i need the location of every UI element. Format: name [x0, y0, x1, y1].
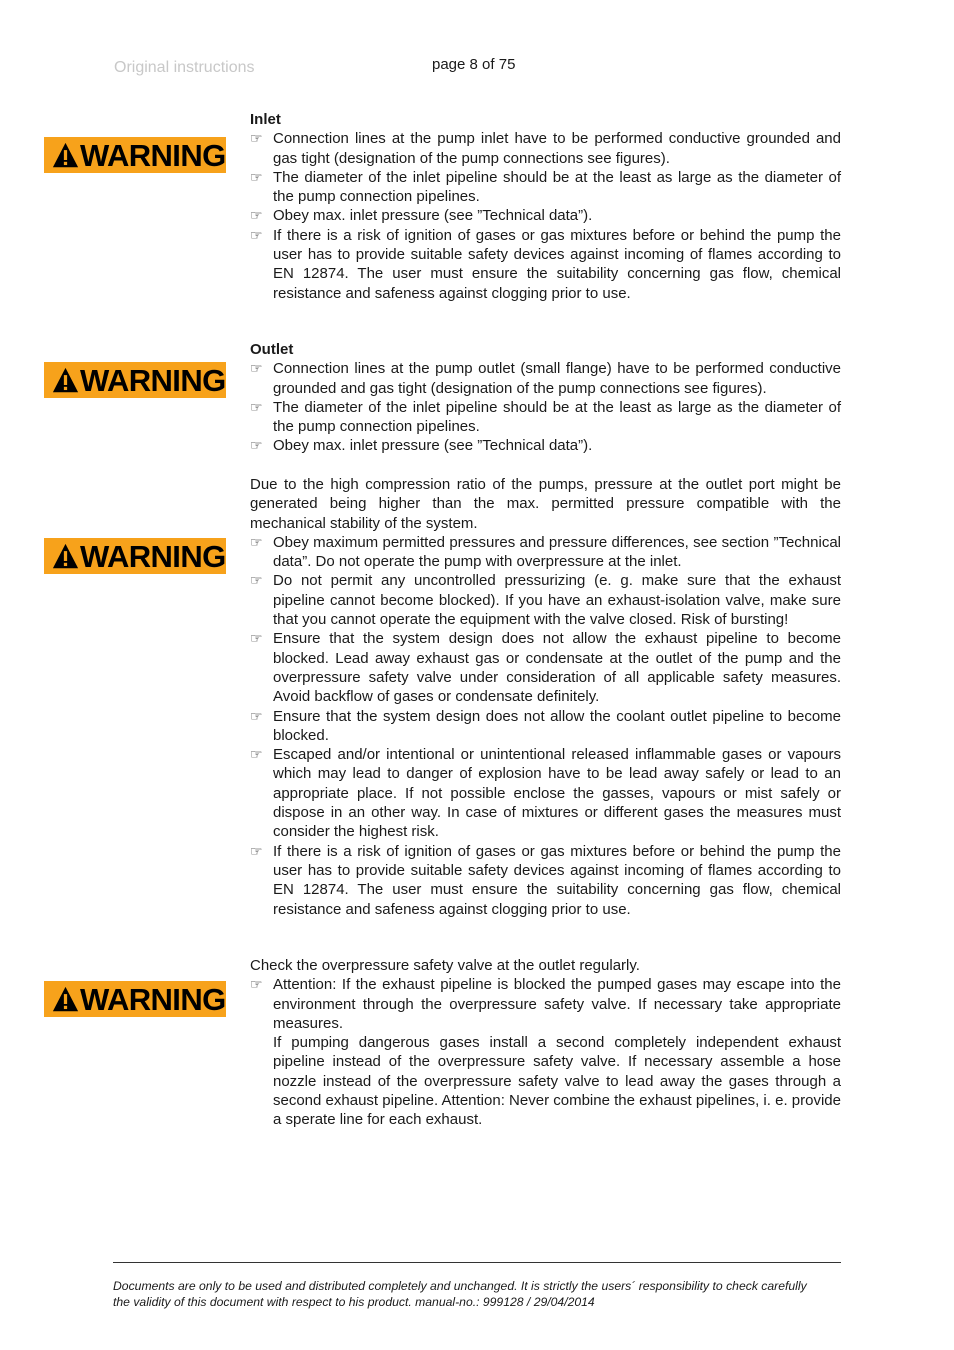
warning-text: WARNING	[80, 981, 226, 1017]
warning-text: WARNING	[80, 137, 226, 173]
list-item: ☞ Attention: If the exhaust pipeline is blocked the pumped gases may escape into the environment through the overpressure safety valve. If necessary take appropriate measures.	[250, 976, 841, 1032]
warning-text: WARNING	[80, 362, 226, 398]
pressure-section	[250, 475, 841, 919]
footer-divider	[113, 1262, 841, 1263]
list-item: ☞ Connection lines at the pump outlet (small flange) have to be performed conductive grounded and gas tight (designation of the pump connections see figures).	[250, 360, 841, 397]
valve-section	[250, 956, 841, 1130]
pointing-hand-icon: ☞	[250, 398, 263, 415]
pressure-list	[250, 533, 841, 919]
header-document-type: Original instructions	[114, 59, 255, 76]
footer-line-2: the validity of this document with respect to his product. manual-no.: 999128 / 29/04/2014	[113, 1295, 595, 1309]
list-item: ☞ Obey max. inlet pressure (see ”Technical data”).	[250, 437, 593, 455]
footer-disclaimer	[113, 1278, 853, 1310]
pointing-hand-icon: ☞	[250, 842, 263, 859]
pressure-intro: Due to the high compression ratio of the pumps, pressure at the outlet port might be generated being higher than the max. permitted pressure compatible with the mechanical stability of the system.	[250, 476, 841, 532]
outlet-list	[250, 359, 841, 455]
list-item: ☞ If there is a risk of ignition of gases or gas mixtures before or behind the pump the user has to provide suitable safety devices against incoming of flames according to EN 12874. The user must ensure the suitability concerning gas flow, chemical resistance and safeness against clogging prior to use.	[250, 842, 841, 918]
pointing-hand-icon: ☞	[250, 360, 263, 377]
list-item: ☞ The diameter of the inlet pipeline should be at the least as large as the diameter of the pump connection pipelines.	[250, 168, 841, 206]
valve-intro: Check the overpressure safety valve at the outlet regularly.	[250, 957, 640, 974]
warning-label	[44, 981, 226, 1017]
inlet-list	[250, 129, 841, 303]
pointing-hand-icon: ☞	[250, 437, 263, 454]
warning-triangle-icon	[52, 142, 79, 169]
pointing-hand-icon: ☞	[250, 630, 263, 647]
outlet-section	[250, 340, 841, 456]
list-item: ☞ Do not permit any uncontrolled pressurizing (e. g. make sure that the exhaust pipeline cannot become blocked). If you have an exhaust-isolation valve, make sure that you cannot operate the equipment with the valve closed. Risk of bursting!	[250, 572, 841, 629]
pointing-hand-icon: ☞	[250, 746, 263, 763]
list-item: ☞ The diameter of the inlet pipeline should be at the least as large as the diameter of the pump connection pipelines.	[250, 398, 841, 436]
list-item: ☞ Connection lines at the pump inlet have to be performed conductive grounded and gas tight (designation of the pump connections see figures).	[250, 130, 841, 167]
pointing-hand-icon: ☞	[250, 207, 263, 224]
page-number: page 8 of 75	[432, 56, 516, 73]
pointing-hand-icon: ☞	[250, 707, 263, 724]
pointing-hand-icon: ☞	[250, 130, 263, 147]
warning-label	[44, 137, 226, 173]
section-title-outlet: Outlet	[250, 341, 294, 358]
warning-triangle-icon	[52, 367, 79, 394]
valve-list	[250, 975, 841, 1033]
list-item: ☞ Ensure that the system design does not allow the coolant outlet pipeline to become blocked.	[250, 707, 841, 744]
list-item: ☞ Obey maximum permitted pressures and pressure differences, see section ”Technical data”. Do not operate the pump with overpressure at the inlet.	[250, 533, 841, 571]
list-item: ☞ Escaped and/or intentional or unintentional released inflammable gases or vapours which may lead to danger of explosion have to be lead away safely or lead to an appropriate place. If not possible enclose the gasses, vapours or mist safely or dispose in an other way. In case of mixtures or different gases the measures must consider the highest risk.	[250, 746, 841, 841]
warning-label	[44, 538, 226, 574]
pointing-hand-icon: ☞	[250, 572, 263, 589]
pointing-hand-icon: ☞	[250, 168, 263, 185]
footer-line-1: Documents are only to be used and distributed completely and unchanged. It is strictly the users´ responsibility to check carefully	[113, 1279, 807, 1293]
pointing-hand-icon: ☞	[250, 533, 263, 550]
list-item: ☞ Obey max. inlet pressure (see ”Technical data”).	[250, 207, 593, 225]
inlet-section	[250, 110, 841, 303]
list-item: ☞ Ensure that the system design does not allow the exhaust pipeline to become blocked. Lead away exhaust gas or condensate at the outlet of the pump and the overpressure safety valve under consideration of all applicable safety measures. Avoid backflow of gases or condensate definitely.	[250, 630, 841, 706]
section-title-inlet: Inlet	[250, 111, 281, 128]
list-item: ☞ If there is a risk of ignition of gases or gas mixtures before or behind the pump the user has to provide suitable safety devices against incoming of flames according to EN 12874. The user must ensure the suitability concerning gas flow, chemical resistance and safeness against clogging prior to use.	[250, 226, 841, 302]
warning-text: WARNING	[80, 538, 226, 574]
warning-triangle-icon	[52, 543, 79, 570]
pointing-hand-icon: ☞	[250, 226, 263, 243]
valve-continuation: If pumping dangerous gases install a second completely independent exhaust pipeline instead of the overpressure safety valve. If necessary assemble a hose nozzle instead of the overpressure safety valve to lead away the gases through a second exhaust pipeline. Attention: Never combine the exhaust pipelines, i. e. provide a sperate line for each exhaust.	[273, 1034, 841, 1129]
pointing-hand-icon: ☞	[250, 976, 263, 993]
warning-label	[44, 362, 226, 398]
warning-triangle-icon	[52, 986, 79, 1013]
